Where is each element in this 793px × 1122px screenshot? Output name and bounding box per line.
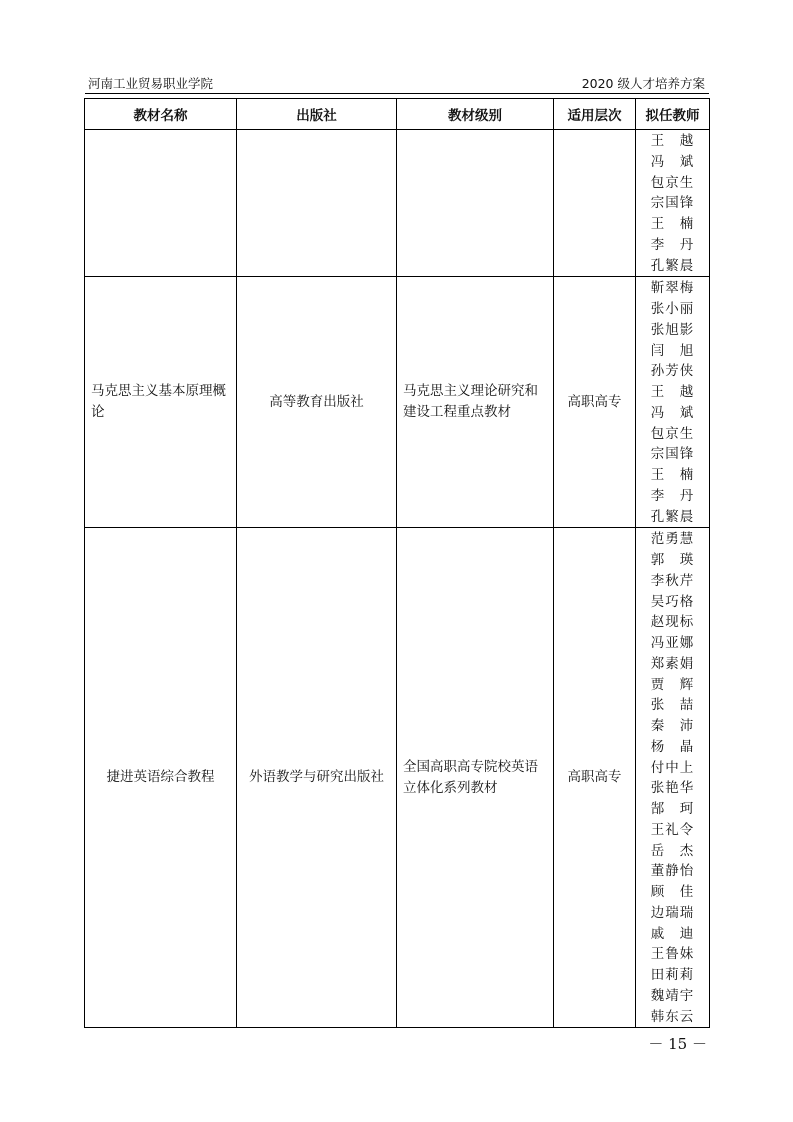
teacher-name: 孔繁晨 bbox=[650, 257, 695, 274]
header-divider bbox=[85, 93, 709, 94]
teacher-name: 顾 佳 bbox=[650, 884, 695, 900]
applicable-level-cell bbox=[554, 130, 636, 277]
teacher-name: 李 丹 bbox=[650, 236, 695, 253]
teacher-name: 张小丽 bbox=[650, 301, 695, 317]
teacher-name: 李秋芹 bbox=[650, 572, 695, 589]
teacher-name: 包京生 bbox=[650, 425, 695, 442]
teacher-name: 田莉莉 bbox=[650, 967, 695, 983]
textbook-table bbox=[84, 98, 710, 1028]
teachers-cell bbox=[636, 528, 710, 1028]
table-header-row bbox=[85, 99, 710, 130]
teacher-name: 冯 斌 bbox=[650, 153, 695, 170]
teacher-name: 韩东云 bbox=[650, 1008, 695, 1025]
teacher-name: 边瑞瑞 bbox=[650, 904, 695, 921]
teacher-name: 宗国锋 bbox=[650, 195, 695, 212]
teacher-name: 戚 迪 bbox=[650, 925, 695, 942]
teacher-name: 董静怡 bbox=[650, 863, 695, 880]
teacher-name: 郑素娟 bbox=[650, 655, 695, 672]
col-header-textbook-name: 教材名称 bbox=[85, 99, 237, 130]
col-header-teachers: 拟任教师 bbox=[636, 99, 710, 130]
teacher-name: 王 楠 bbox=[650, 216, 695, 232]
teacher-name: 赵现标 bbox=[650, 614, 695, 631]
teacher-name: 王 越 bbox=[650, 384, 695, 400]
teacher-name: 孔繁晨 bbox=[650, 508, 695, 525]
publisher-cell: 外语教学与研究出版社 bbox=[237, 528, 397, 1028]
teacher-name: 吴巧格 bbox=[650, 593, 695, 610]
col-header-textbook-level: 教材级别 bbox=[397, 99, 554, 130]
teacher-name: 秦 沛 bbox=[650, 718, 695, 734]
textbook-level-cell: 马克思主义理论研究和建设工程重点教材 bbox=[397, 277, 554, 528]
textbook-name-cell: 捷进英语综合教程 bbox=[85, 528, 237, 1028]
teacher-name: 贾 辉 bbox=[650, 676, 695, 693]
teacher-name: 包京生 bbox=[650, 174, 695, 191]
textbook-name-cell: 马克思主义基本原理概论 bbox=[85, 277, 237, 528]
page-number: － 15 － bbox=[648, 1035, 707, 1053]
teacher-name: 张艳华 bbox=[650, 780, 695, 797]
teacher-name: 魏靖宇 bbox=[650, 987, 695, 1004]
publisher-cell: 高等教育出版社 bbox=[237, 277, 397, 528]
table-row bbox=[85, 277, 710, 528]
teachers-cell bbox=[636, 277, 710, 528]
teacher-name: 冯亚娜 bbox=[650, 635, 695, 651]
textbook-name-cell bbox=[85, 130, 237, 277]
teacher-name: 郜 珂 bbox=[650, 801, 695, 817]
teacher-name: 郭 瑛 bbox=[650, 552, 695, 568]
textbook-level-cell bbox=[397, 130, 554, 277]
applicable-level-cell: 高职高专 bbox=[554, 277, 636, 528]
teacher-name: 杨 晶 bbox=[650, 738, 695, 755]
teacher-name: 张 喆 bbox=[650, 697, 695, 714]
col-header-applicable-level: 适用层次 bbox=[554, 99, 636, 130]
teacher-name: 靳翠梅 bbox=[650, 280, 695, 297]
teacher-name: 冯 斌 bbox=[650, 404, 695, 421]
teacher-name: 王礼令 bbox=[650, 821, 695, 838]
teacher-name: 李 丹 bbox=[650, 487, 695, 504]
teacher-name: 宗国锋 bbox=[650, 446, 695, 463]
applicable-level-cell: 高职高专 bbox=[554, 528, 636, 1028]
teacher-name: 范勇慧 bbox=[650, 531, 695, 548]
teachers-cell bbox=[636, 130, 710, 277]
publisher-cell bbox=[237, 130, 397, 277]
col-header-publisher: 出版社 bbox=[237, 99, 397, 130]
header-school-name: 河南工业贸易职业学院 bbox=[88, 76, 214, 91]
teacher-name: 闫 旭 bbox=[650, 342, 695, 359]
teacher-name: 王鲁妹 bbox=[650, 946, 695, 963]
textbook-level-cell: 全国高职高专院校英语立体化系列教材 bbox=[397, 528, 554, 1028]
teacher-name: 王 楠 bbox=[650, 467, 695, 483]
teacher-name: 孙芳侠 bbox=[650, 363, 695, 380]
table-row bbox=[85, 528, 710, 1028]
header-doc-title: 2020 级人才培养方案 bbox=[581, 76, 705, 91]
teacher-name: 岳 杰 bbox=[650, 842, 695, 859]
teacher-name: 张旭影 bbox=[650, 321, 695, 338]
teacher-name: 付中上 bbox=[650, 759, 695, 776]
table-row bbox=[85, 130, 710, 277]
teacher-name: 王 越 bbox=[650, 133, 695, 149]
